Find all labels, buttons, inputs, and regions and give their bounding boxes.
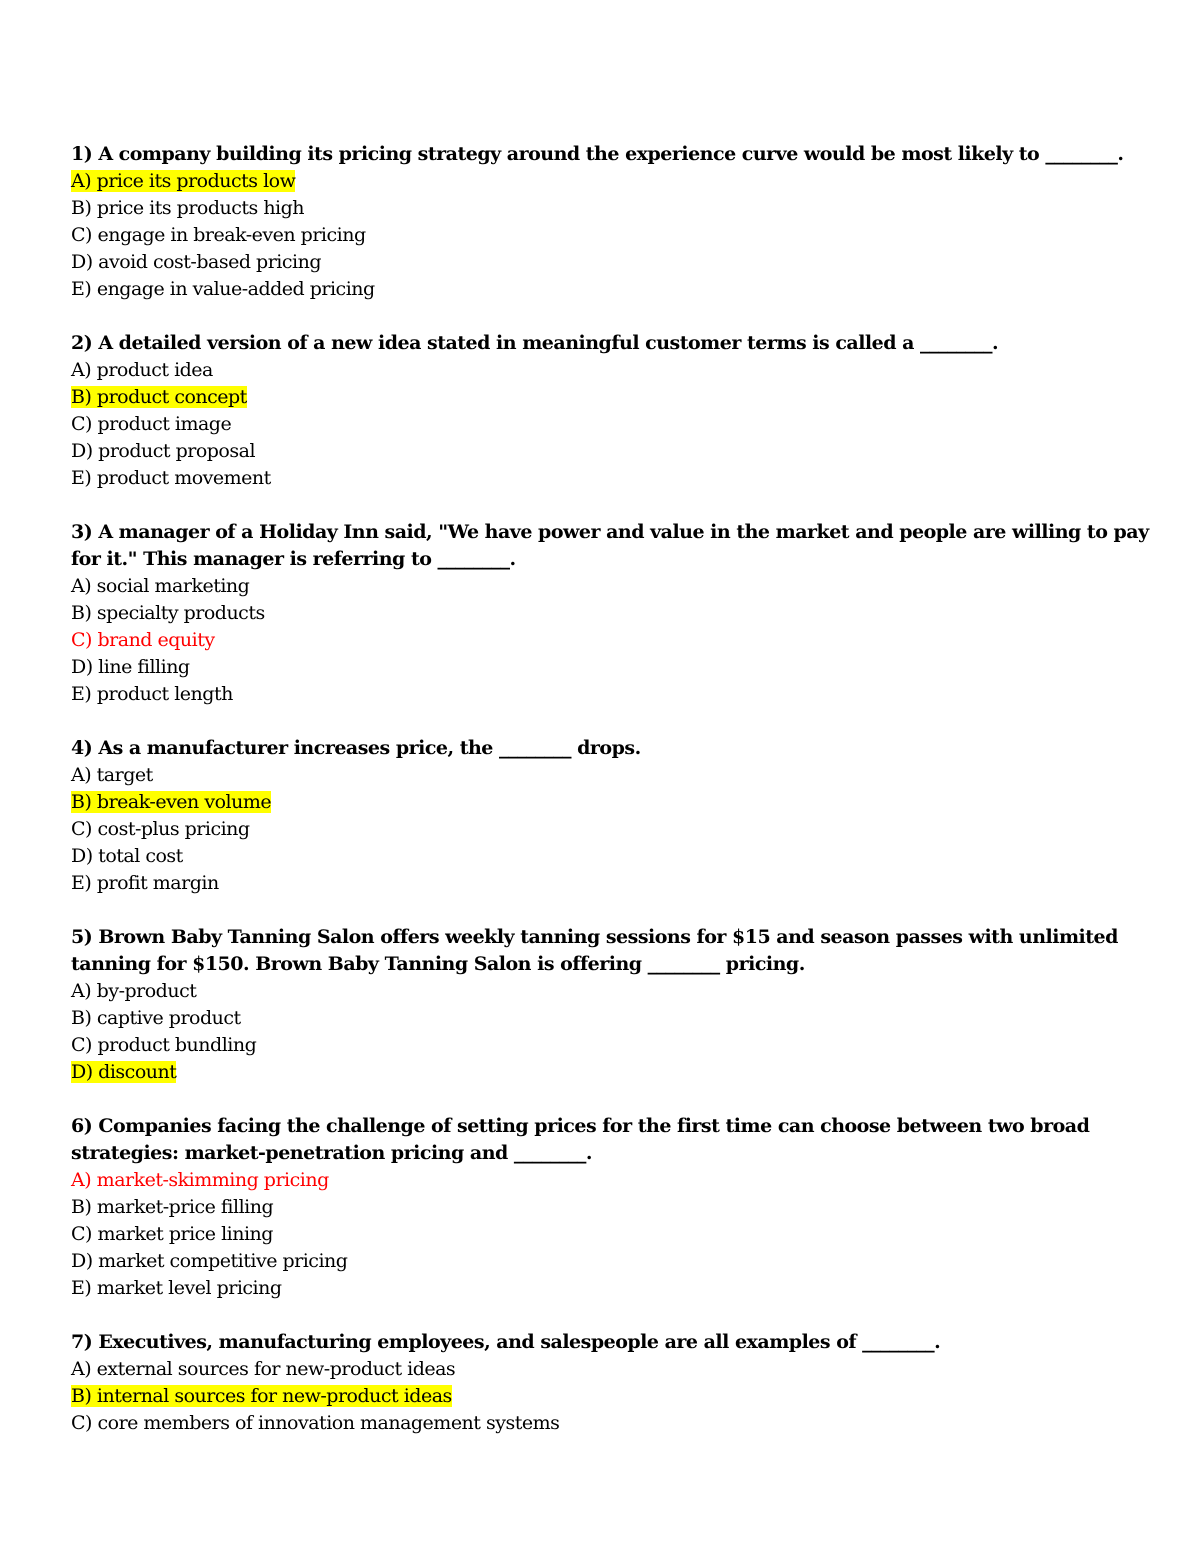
answer-option	[71, 465, 1161, 492]
answer-option-text: D) total cost	[71, 845, 183, 867]
answer-option-text: A) by-product	[71, 980, 197, 1002]
answer-option-text: A) target	[71, 764, 153, 786]
answer-option-text: B) price its products high	[71, 197, 305, 219]
answer-option-text: E) engage in value-added pricing	[71, 278, 375, 300]
answer-option	[71, 816, 1161, 843]
answer-option	[71, 276, 1161, 303]
answer-option-text: A) price its products low	[71, 170, 296, 192]
answer-option	[71, 573, 1161, 600]
answer-option	[71, 762, 1161, 789]
question-1	[71, 141, 1161, 303]
answer-option-text: D) avoid cost-based pricing	[71, 251, 321, 273]
answer-option	[71, 1059, 1161, 1086]
answer-option	[71, 1032, 1161, 1059]
answer-option	[71, 1221, 1161, 1248]
answer-option	[71, 1005, 1161, 1032]
answer-option	[71, 1383, 1161, 1410]
answer-option-text: B) captive product	[71, 1007, 241, 1029]
answer-option-text: A) product idea	[71, 359, 213, 381]
answer-option	[71, 357, 1161, 384]
answer-option-text: C) product image	[71, 413, 232, 435]
answer-option-text: D) line filling	[71, 656, 190, 678]
answer-option-text: B) specialty products	[71, 602, 265, 624]
answer-option	[71, 1194, 1161, 1221]
answer-option	[71, 978, 1161, 1005]
question-stem: 4) As a manufacturer increases price, the ________ drops.	[71, 737, 641, 759]
answer-option-text: D) discount	[71, 1061, 177, 1083]
answer-option-text: E) profit margin	[71, 872, 219, 894]
answer-option-text: B) market-price filling	[71, 1196, 274, 1218]
answer-option	[71, 843, 1161, 870]
answer-option-text: D) market competitive pricing	[71, 1250, 348, 1272]
answer-option-text: D) product proposal	[71, 440, 256, 462]
question-stem: 6) Companies facing the challenge of setting prices for the first time can choose between two broad strategies: market-penetration pricing and ________.	[71, 1115, 1090, 1164]
answer-option	[71, 168, 1161, 195]
answer-option-text: E) product movement	[71, 467, 271, 489]
question-7	[71, 1329, 1161, 1437]
answer-option	[71, 1410, 1161, 1437]
answer-option-text: A) external sources for new-product ideas	[71, 1358, 456, 1380]
answer-option-text: E) market level pricing	[71, 1277, 282, 1299]
answer-option-text: C) core members of innovation management systems	[71, 1412, 560, 1434]
question-stem: 1) A company building its pricing strategy around the experience curve would be most likely to ________.	[71, 143, 1124, 165]
answer-option-text: C) market price lining	[71, 1223, 273, 1245]
answer-option-text: C) brand equity	[71, 629, 215, 651]
answer-option	[71, 222, 1161, 249]
answer-option-text: A) social marketing	[71, 575, 250, 597]
answer-option-text: A) market-skimming pricing	[71, 1169, 329, 1191]
question-2	[71, 330, 1161, 492]
answer-option	[71, 627, 1161, 654]
answer-option	[71, 195, 1161, 222]
answer-option	[71, 438, 1161, 465]
answer-option-text: C) engage in break-even pricing	[71, 224, 366, 246]
answer-option	[71, 654, 1161, 681]
answer-option	[71, 870, 1161, 897]
answer-option	[71, 1248, 1161, 1275]
answer-option	[71, 249, 1161, 276]
answer-option	[71, 789, 1161, 816]
question-6	[71, 1113, 1161, 1302]
answer-option-text: E) product length	[71, 683, 233, 705]
answer-option-text: B) break-even volume	[71, 791, 272, 813]
question-stem: 3) A manager of a Holiday Inn said, "We have power and value in the market and people are willing to pay for it." This manager is referring to ________.	[71, 521, 1149, 570]
answer-option	[71, 681, 1161, 708]
answer-option	[71, 411, 1161, 438]
question-5	[71, 924, 1161, 1086]
answer-option	[71, 1356, 1161, 1383]
answer-option	[71, 600, 1161, 627]
answer-option	[71, 384, 1161, 411]
answer-option	[71, 1167, 1161, 1194]
document-page	[71, 141, 1161, 1464]
question-stem: 7) Executives, manufacturing employees, and salespeople are all examples of ________.	[71, 1331, 941, 1353]
question-3	[71, 519, 1161, 708]
answer-option-text: C) product bundling	[71, 1034, 257, 1056]
question-stem: 5) Brown Baby Tanning Salon offers weekly tanning sessions for $15 and season passes with unlimited tanning for $150. Brown Baby Tanning Salon is offering ________ pricing.	[71, 926, 1118, 975]
answer-option-text: B) internal sources for new-product ideas	[71, 1385, 452, 1407]
answer-option	[71, 1275, 1161, 1302]
question-4	[71, 735, 1161, 897]
answer-option-text: C) cost-plus pricing	[71, 818, 250, 840]
question-stem: 2) A detailed version of a new idea stated in meaningful customer terms is called a ________.	[71, 332, 999, 354]
answer-option-text: B) product concept	[71, 386, 247, 408]
